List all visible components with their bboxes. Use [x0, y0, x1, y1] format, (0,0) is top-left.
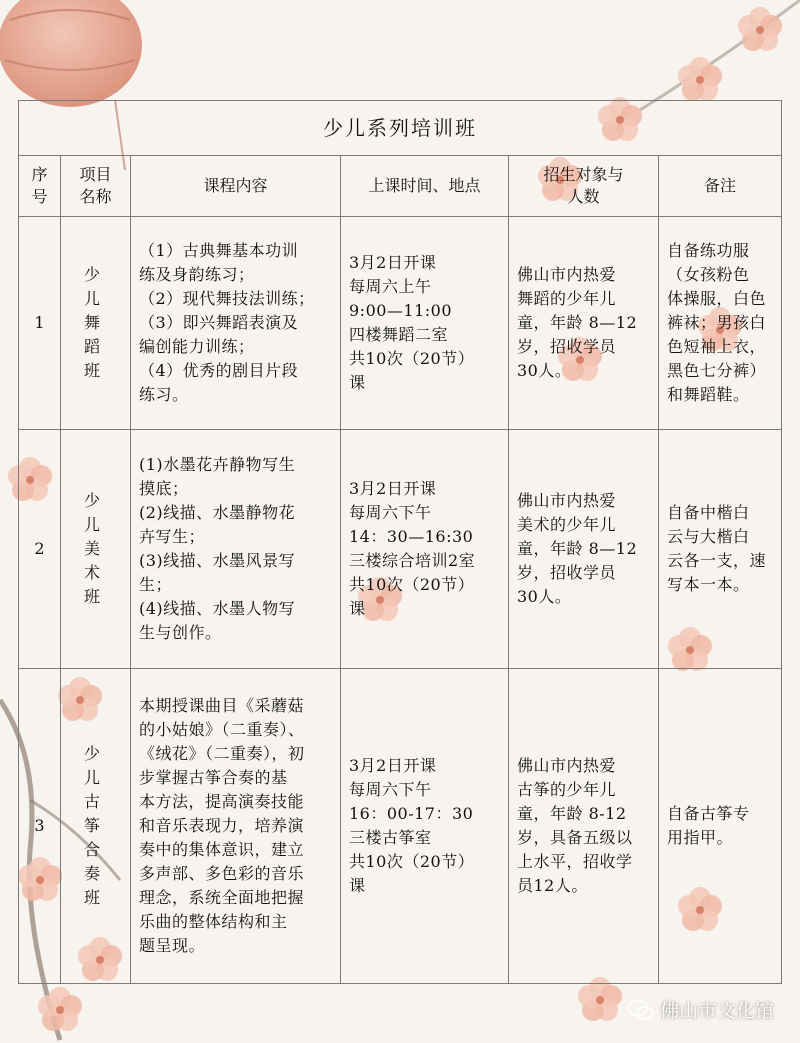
table-row — [19, 430, 782, 669]
row-remark: 自备练功服 （女孩粉色 体操服，白色 裤袜；男孩白 色短袖上衣， 黑色七分裤） 和舞蹈鞋。 — [659, 217, 782, 430]
row-target: 佛山市内热爱 舞蹈的少年儿 童，年龄 8—12 岁，招收学员 30人。 — [509, 217, 659, 430]
table-row — [19, 669, 782, 984]
watermark-text: 佛山市文化馆 — [659, 1000, 774, 1022]
row-name: 少 儿 古 筝 合 奏 班 — [61, 669, 131, 984]
row-content: （1）古典舞基本功训 练及身韵练习； （2）现代舞技法训练； （3）即兴舞蹈表演及 编创能力训练； （4）优秀的剧目片段 练习。 — [131, 217, 341, 430]
wechat-icon — [628, 999, 654, 1021]
row-time: 3月2日开课 每周六上午 9:00—11:00 四楼舞蹈二室 共10次（20节） 课 — [341, 217, 509, 430]
table-title: 少儿系列培训班 — [19, 101, 782, 156]
header-time: 上课时间、地点 — [341, 156, 509, 217]
row-time: 3月2日开课 每周六下午 14：30—16:30 三楼综合培训2室 共10次（20节） 课 — [341, 430, 509, 669]
header-target: 招生对象与 人数 — [509, 156, 659, 217]
header-seq: 序 号 — [19, 156, 61, 217]
table-row — [19, 217, 782, 430]
course-table-container — [18, 100, 781, 984]
row-remark: 自备古筝专 用指甲。 — [659, 669, 782, 984]
row-remark: 自备中楷白 云与大楷白 云各一支，速 写本一本。 — [659, 430, 782, 669]
header-content: 课程内容 — [131, 156, 341, 217]
row-seq: 2 — [19, 430, 61, 669]
row-content: 本期授课曲目《采蘑菇 的小姑娘》（二重奏）、 《绒花》（二重奏），初 步掌握古筝合奏的基 本方法，提高演奏技能 和音乐表现力，培养演 奏中的集体意识，建立 多声部、多色彩的音乐 理念，系统全面地把握 乐曲的整体结构和主 题呈现。 — [131, 669, 341, 984]
row-seq: 1 — [19, 217, 61, 430]
watermark — [628, 996, 774, 1023]
row-time: 3月2日开课 每周六下午 16：00-17：30 三楼古筝室 共10次（20节） 课 — [341, 669, 509, 984]
row-name: 少 儿 美 术 班 — [61, 430, 131, 669]
header-remark: 备注 — [659, 156, 782, 217]
header-item: 项目 名称 — [61, 156, 131, 217]
course-table — [18, 100, 782, 984]
row-target: 佛山市内热爱 古筝的少年儿 童，年龄 8-12 岁，具备五级以 上水平，招收学 员12人。 — [509, 669, 659, 984]
row-target: 佛山市内热爱 美术的少年儿 童，年龄 8—12 岁，招收学员 30人。 — [509, 430, 659, 669]
row-name: 少 儿 舞 蹈 班 — [61, 217, 131, 430]
row-seq: 3 — [19, 669, 61, 984]
row-content: (1)水墨花卉静物写生 摸底； (2)线描、水墨静物花 卉写生； (3)线描、水墨风景写 生； (4)线描、水墨人物写 生与创作。 — [131, 430, 341, 669]
